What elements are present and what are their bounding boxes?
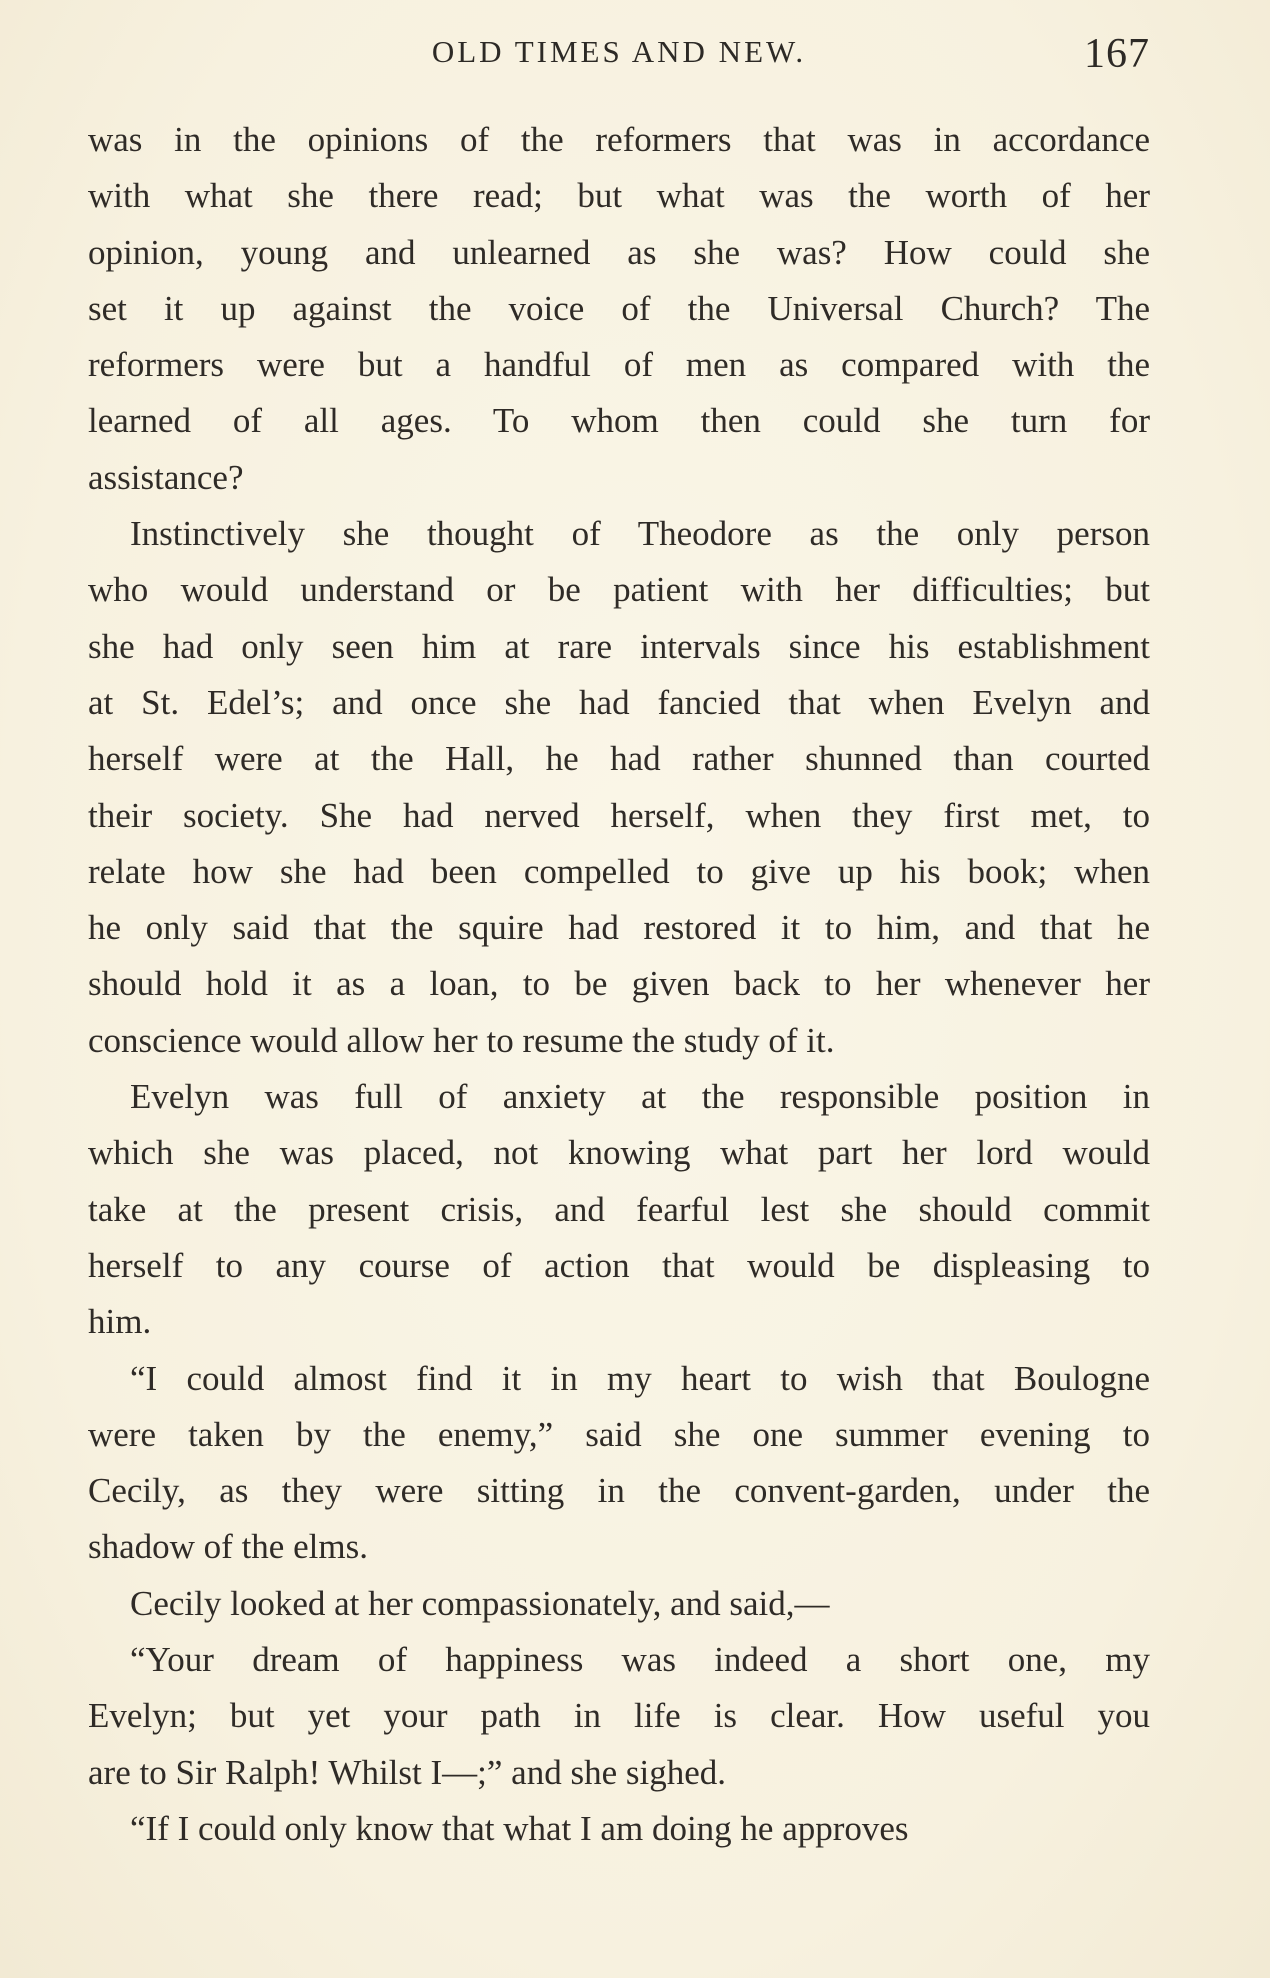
page-header <box>88 30 1150 80</box>
body-text <box>88 112 1150 1857</box>
text-line: herself to any course of action that would be displeasing to <box>88 1245 1150 1285</box>
text-line: Instinctively she thought of Theodore as the only person <box>130 514 1150 554</box>
text-line: him. <box>88 1302 152 1342</box>
text-line: with what she there read; but what was the worth of her <box>88 176 1150 216</box>
text-line: at St. Edel’s; and once she had fancied that when Evelyn and <box>88 682 1150 722</box>
text-line: relate how she had been compelled to give up his book; when <box>88 851 1150 891</box>
text-line: was in the opinions of the reformers that was in accordance <box>88 120 1150 159</box>
paragraph <box>88 1632 1150 1801</box>
text-line: “If I could only know that what I am doing he approves <box>130 1808 909 1848</box>
text-line: who would understand or be patient with her difficulties; but <box>88 570 1150 610</box>
text-line: he only said that the squire had restored it to him, and that he <box>88 908 1150 948</box>
paragraph <box>88 506 1150 1069</box>
text-line: “Your dream of happiness was indeed a short one, my <box>130 1640 1150 1680</box>
text-line: take at the present crisis, and fearful lest she should commit <box>88 1189 1150 1229</box>
text-line: herself were at the Hall, he had rather shunned than courted <box>88 739 1150 779</box>
paragraph <box>88 112 1150 506</box>
text-line: should hold it as a loan, to be given back to her whenever her <box>88 964 1150 1004</box>
text-line: Evelyn was full of anxiety at the responsible position in <box>130 1077 1150 1117</box>
text-line: conscience would allow her to resume the study of it. <box>88 1020 835 1060</box>
text-line: learned of all ages. To whom then could she turn for <box>88 401 1150 441</box>
running-title: OLD TIMES AND NEW. <box>431 34 807 69</box>
text-line: reformers were but a handful of men as compared with the <box>88 345 1150 385</box>
text-line: set it up against the voice of the Universal Church? The <box>88 288 1150 328</box>
text-line: “I could almost find it in my heart to wish that Boulogne <box>130 1358 1150 1398</box>
text-line: are to Sir Ralph! Whilst I—;” and she sighed. <box>88 1752 726 1792</box>
text-line: Cecily looked at her compassionately, and said,— <box>130 1583 830 1623</box>
text-line: shadow of the elms. <box>88 1527 368 1567</box>
text-line: were taken by the enemy,” said she one summer evening to <box>88 1414 1150 1454</box>
page-number: 167 <box>1084 31 1150 77</box>
paragraph <box>88 1351 1150 1576</box>
paragraph <box>88 1069 1150 1350</box>
paragraph <box>88 1576 1150 1632</box>
text-line: she had only seen him at rare intervals since his establishment <box>88 626 1150 666</box>
text-line: which she was placed, not knowing what part her lord would <box>88 1133 1150 1173</box>
text-line: their society. She had nerved herself, when they first met, to <box>88 795 1150 835</box>
paragraph <box>88 1801 1150 1857</box>
text-line: Cecily, as they were sitting in the convent-garden, under the <box>88 1471 1150 1511</box>
text-line: assistance? <box>88 457 244 497</box>
text-line: Evelyn; but yet your path in life is clear. How useful you <box>88 1696 1150 1736</box>
text-line: opinion, young and unlearned as she was? How could she <box>88 232 1150 272</box>
